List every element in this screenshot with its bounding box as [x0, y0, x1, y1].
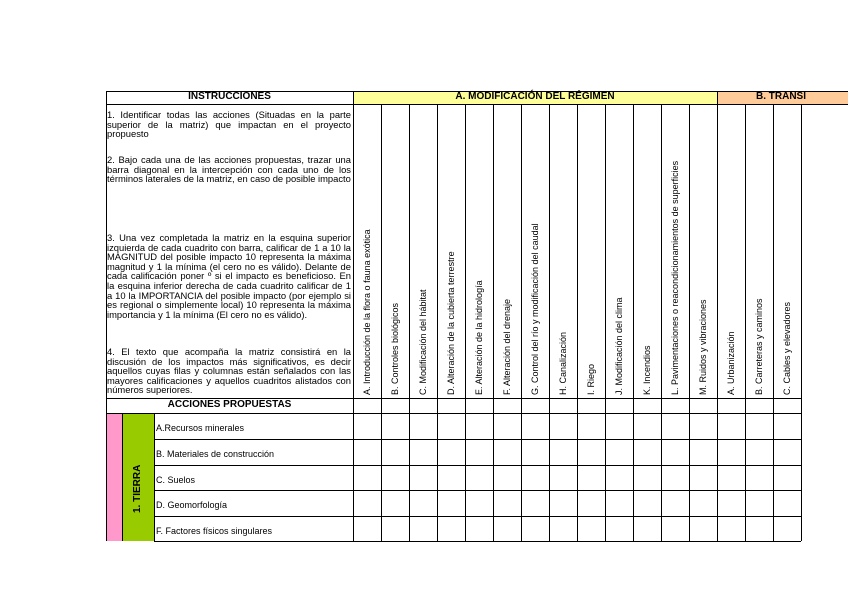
matrix-cell[interactable]: [494, 414, 521, 439]
grid-line: [437, 104, 438, 541]
grid-line: [122, 413, 123, 541]
matrix-cell[interactable]: [382, 517, 409, 541]
grid-line: [106, 413, 353, 414]
matrix-cell[interactable]: [662, 440, 689, 465]
matrix-cell[interactable]: [550, 466, 577, 490]
matrix-cell[interactable]: [634, 517, 661, 541]
matrix-cell[interactable]: [382, 414, 409, 439]
matrix-cell[interactable]: [578, 414, 605, 439]
matrix-cell[interactable]: [382, 466, 409, 490]
matrix-cell[interactable]: [662, 466, 689, 490]
matrix-cell[interactable]: [718, 517, 745, 541]
matrix-cell[interactable]: [494, 466, 521, 490]
grid-line: [154, 465, 801, 466]
grid-line: [717, 91, 718, 104]
matrix-cell[interactable]: [466, 414, 493, 439]
factor-row-label[interactable]: D. Geomorfología: [156, 500, 228, 510]
matrix-cell[interactable]: [718, 466, 745, 490]
matrix-cell[interactable]: [662, 517, 689, 541]
matrix-cell[interactable]: [774, 440, 801, 465]
grid-line: [154, 439, 801, 440]
grid-line: [801, 104, 802, 541]
acciones-propuestas-label: ACCIONES PROPUESTAS: [167, 399, 292, 410]
matrix-cell[interactable]: [494, 491, 521, 516]
matrix-cell[interactable]: [606, 440, 633, 465]
grid-line: [154, 516, 801, 517]
matrix-cell[interactable]: [354, 491, 381, 516]
action-column-label[interactable]: A. Introducción de la flora o fauna exótica: [362, 229, 372, 395]
matrix-cell[interactable]: [690, 440, 717, 465]
matrix-cell[interactable]: [466, 466, 493, 490]
matrix-cell[interactable]: [382, 440, 409, 465]
factor-row-label[interactable]: A.Recursos minerales: [156, 423, 245, 433]
grid-line: [689, 104, 690, 541]
instructions-paragraph-4: 4. El texto que acompaña la matriz consistirá en la discusión de los impactos más significativos, es decir aquellos cuyas filas y columnas están señalados con las mayores calificaciones y aquellos cuadritos alistados con números superiores.: [107, 346, 351, 396]
grid-line: [717, 104, 718, 541]
matrix-cell[interactable]: [578, 491, 605, 516]
matrix-cell[interactable]: [774, 466, 801, 490]
grid-line: [154, 490, 801, 491]
matrix-cell[interactable]: [466, 440, 493, 465]
instructions-paragraph-3: 3. Una vez completada la matriz en la esquina superior izquierda de cada cuadrito con barra, calificar de 1 a 10 la MAGNITUD del posible impacto 10 representa la máxima magnitud y 1 la mínima (el cero no es válido). Delante de cada calificación poner º si el impacto es beneficioso. En la esquina inferior derecha de cada cuadrito calificar de 1 a 10 la IMPORTANCIA del posible impacto (por ejemplo si es regional o simplemente local) 10 representa la máxima importancia y 1 la mínima (El cero no es válido).: [107, 232, 351, 320]
matrix-cell[interactable]: [354, 414, 381, 439]
matrix-cell[interactable]: [466, 491, 493, 516]
action-column-label[interactable]: C. Modificación del hábitat: [418, 289, 428, 395]
matrix-cell[interactable]: [634, 440, 661, 465]
matrix-cell[interactable]: [550, 414, 577, 439]
action-column-label[interactable]: B. Controles biológicos: [390, 302, 400, 395]
grid-line: [409, 104, 410, 541]
matrix-cell[interactable]: [410, 466, 437, 490]
matrix-cell[interactable]: [606, 466, 633, 490]
tierra-label: 1. TIERRA: [132, 464, 143, 513]
grid-line: [633, 104, 634, 541]
matrix-cell[interactable]: [662, 414, 689, 439]
matrix-cell[interactable]: [774, 517, 801, 541]
section-b-title: B. TRANSI: [756, 91, 806, 102]
action-column-label[interactable]: J. Modificación del clima: [614, 297, 624, 395]
grid-line: [745, 104, 746, 541]
matrix-cell[interactable]: [438, 414, 465, 439]
grid-line: [465, 104, 466, 541]
matrix-cell[interactable]: [746, 517, 773, 541]
matrix-cell[interactable]: [354, 466, 381, 490]
matrix-cell[interactable]: [354, 517, 381, 541]
grid-line: [661, 104, 662, 541]
grid-line: [549, 104, 550, 541]
matrix-cell[interactable]: [522, 491, 549, 516]
matrix-cell[interactable]: [746, 440, 773, 465]
matrix-cell[interactable]: [494, 517, 521, 541]
matrix-cell[interactable]: [466, 517, 493, 541]
matrix-cell[interactable]: [550, 517, 577, 541]
grid-line: [605, 104, 606, 541]
matrix-cell[interactable]: [690, 466, 717, 490]
matrix-cell[interactable]: [354, 440, 381, 465]
grid-line: [106, 91, 848, 92]
grid-line: [493, 104, 494, 541]
action-column-label[interactable]: L. Pavimentaciones o reacondicionamientos de superficies: [670, 160, 680, 395]
matrix-cell[interactable]: [522, 440, 549, 465]
action-column-label[interactable]: M. Ruidos y vibraciones: [698, 299, 708, 395]
factor-row-label[interactable]: B. Materiales de construcción: [156, 449, 275, 459]
instrucciones-heading: INSTRUCCIONES: [188, 91, 271, 102]
matrix-cell[interactable]: [438, 466, 465, 490]
grid-line: [381, 104, 382, 541]
matrix-cell[interactable]: [774, 414, 801, 439]
action-column-label[interactable]: G. Control del río y modificación del caudal: [530, 223, 540, 395]
grid-line: [577, 104, 578, 541]
grid-line: [154, 413, 155, 541]
action-column-label[interactable]: K. Incendios: [642, 345, 652, 395]
matrix-cell[interactable]: [550, 440, 577, 465]
matrix-cell[interactable]: [578, 517, 605, 541]
matrix-cell[interactable]: [410, 414, 437, 439]
action-column-label[interactable]: A. Urbanización: [726, 331, 736, 395]
grid-line: [154, 541, 801, 542]
category-stripe-pink: [106, 413, 122, 541]
matrix-cell[interactable]: [410, 440, 437, 465]
factor-row-label[interactable]: F. Factores físicos singulares: [156, 525, 273, 536]
matrix-cell[interactable]: [774, 491, 801, 516]
matrix-cell[interactable]: [718, 440, 745, 465]
action-column-label[interactable]: F. Alteración del drenaje: [502, 298, 512, 395]
action-column-label[interactable]: B. Carreteras y caminos: [754, 298, 764, 395]
instructions-paragraph-2: 2. Bajo cada una de las acciones propuestas, trazar una barra diagonal en la intercepción con cada uno de los términos laterales de la matriz, en caso de posible impacto: [107, 154, 351, 185]
matrix-cell[interactable]: [718, 414, 745, 439]
action-column-label[interactable]: C. Cables y elevadores: [782, 301, 792, 395]
matrix-cell[interactable]: [746, 466, 773, 490]
matrix-cell[interactable]: [606, 414, 633, 439]
matrix-cell[interactable]: [410, 517, 437, 541]
grid-line: [353, 91, 354, 541]
instructions-paragraph-1: 1. Identificar todas las acciones (Situadas en la parte superior de la matriz) que impactan en el proyecto propuesto: [107, 109, 351, 140]
matrix-cell[interactable]: [410, 491, 437, 516]
matrix-cell[interactable]: [606, 491, 633, 516]
matrix-cell[interactable]: [522, 466, 549, 490]
section-a-title: A. MODIFICACIÓN DEL RÉGIMEN: [455, 91, 615, 102]
matrix-cell[interactable]: [438, 517, 465, 541]
matrix-cell[interactable]: [634, 414, 661, 439]
action-column-label[interactable]: E. Alteración de la hidrología: [474, 280, 484, 395]
grid-line: [106, 91, 107, 541]
action-column-label[interactable]: D. Alteración de la cubierta terrestre: [446, 251, 456, 395]
grid-line: [521, 104, 522, 541]
matrix-cell[interactable]: [746, 414, 773, 439]
matrix-cell[interactable]: [494, 440, 521, 465]
matrix-cell[interactable]: [606, 517, 633, 541]
matrix-cell[interactable]: [578, 440, 605, 465]
matrix-cell[interactable]: [578, 466, 605, 490]
matrix-cell[interactable]: [550, 491, 577, 516]
matrix-cell[interactable]: [718, 491, 745, 516]
matrix-cell[interactable]: [634, 491, 661, 516]
matrix-cell[interactable]: [438, 440, 465, 465]
factor-row-label[interactable]: C. Suelos: [156, 474, 196, 485]
grid-line: [106, 398, 801, 399]
matrix-cell[interactable]: [634, 466, 661, 490]
matrix-cell[interactable]: [382, 491, 409, 516]
matrix-cell[interactable]: [690, 491, 717, 516]
action-column-label[interactable]: I. Riego: [586, 363, 596, 395]
grid-line: [106, 104, 848, 105]
matrix-cell[interactable]: [522, 517, 549, 541]
matrix-cell[interactable]: [438, 491, 465, 516]
matrix-cell[interactable]: [746, 491, 773, 516]
matrix-cell[interactable]: [690, 414, 717, 439]
matrix-cell[interactable]: [690, 517, 717, 541]
matrix-cell[interactable]: [662, 491, 689, 516]
matrix-cell[interactable]: [522, 414, 549, 439]
grid-line: [773, 104, 774, 541]
action-column-label[interactable]: H. Canalización: [558, 331, 568, 395]
